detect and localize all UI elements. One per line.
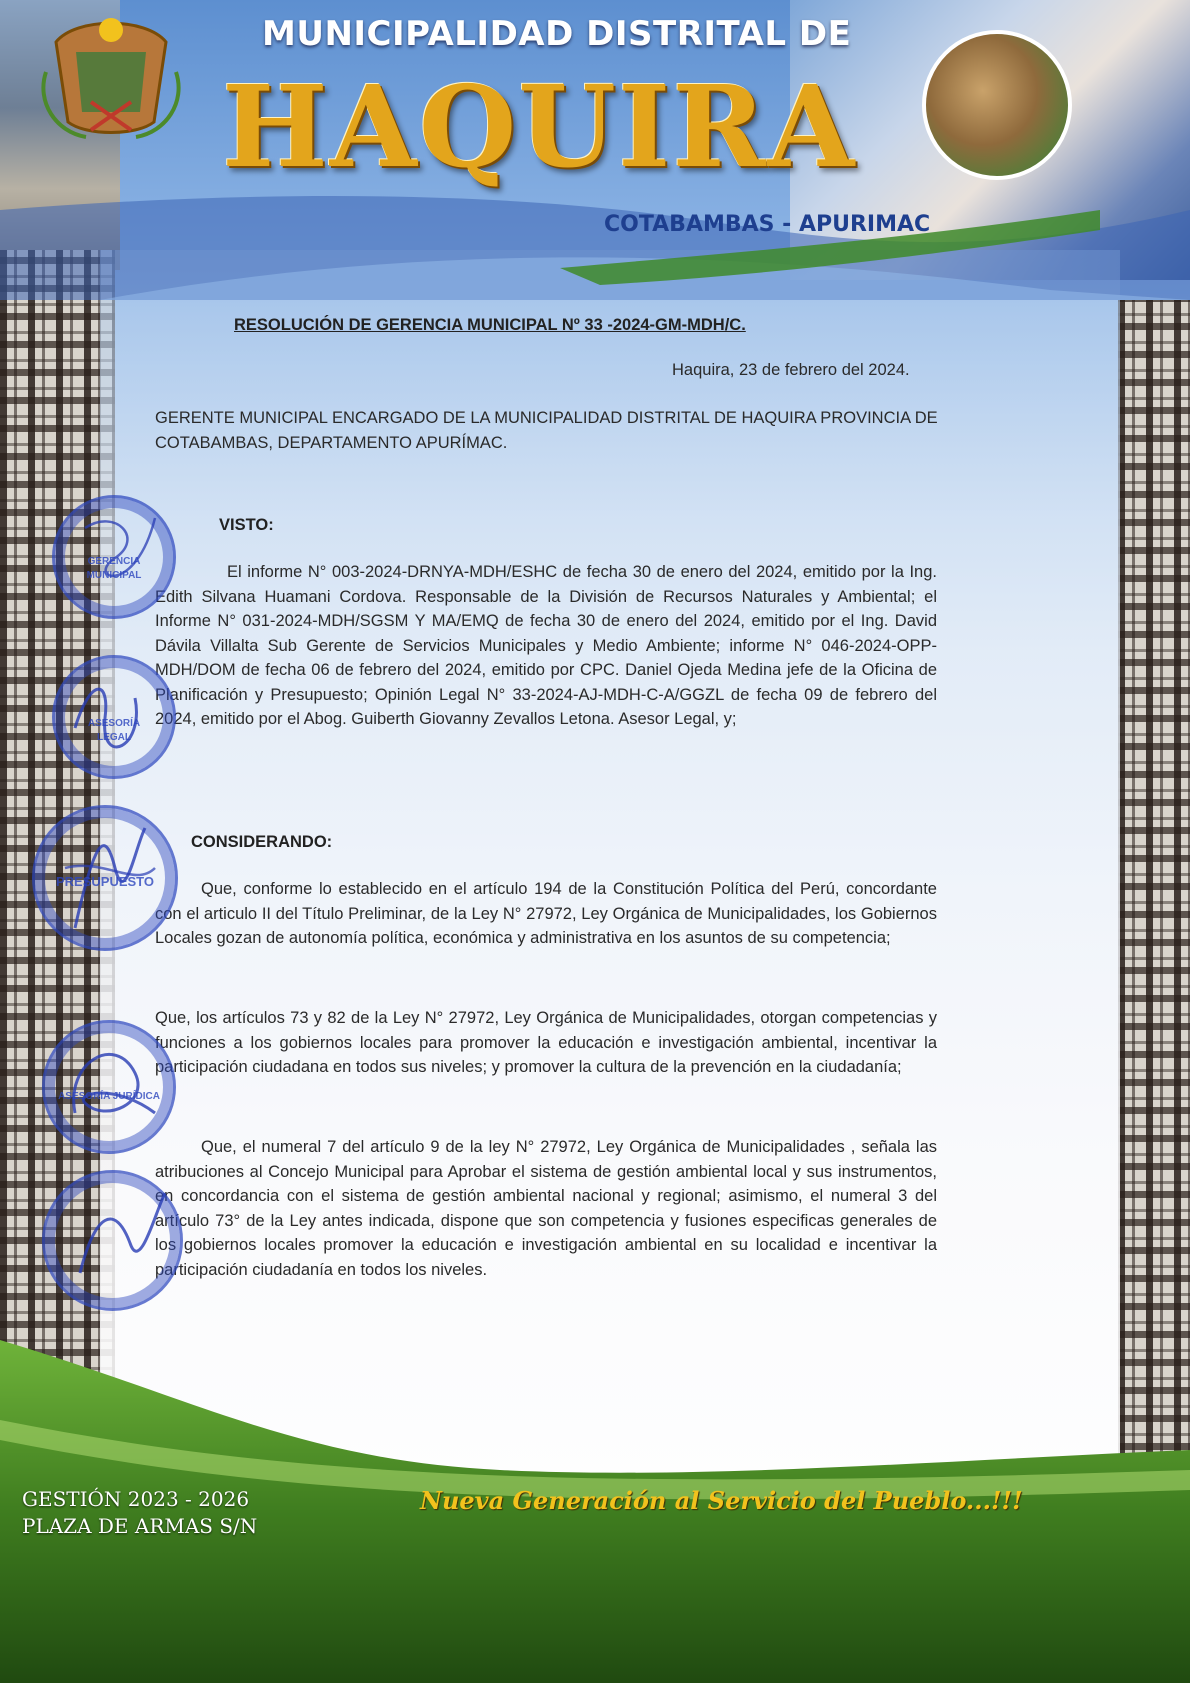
footer-slogan: Nueva Generación al Servicio del Pueblo...!!! xyxy=(420,1486,1023,1515)
signature-icon xyxy=(45,1023,173,1151)
seal-label-bottom: LEGAL xyxy=(97,732,131,743)
municipality-title: MUNICIPALIDAD DISTRITAL DE xyxy=(262,14,852,54)
document-date: Haquira, 23 de febrero del 2024. xyxy=(672,361,910,379)
district-name: HAQUIRA xyxy=(222,62,857,193)
seal-asesoria-legal xyxy=(52,655,176,779)
considerando-heading: CONSIDERANDO: xyxy=(191,833,333,851)
resolution-title: RESOLUCIÓN DE GERENCIA MUNICIPAL Nº 33 -2024-GM-MDH/C. xyxy=(234,316,746,334)
visto-paragraph: El informe N° 003-2024-DRNYA-MDH/ESHC de fecha 30 de enero del 2024, emitido por la Ing. Edith Silvana Huamani Cordova. Responsable de la División de Recursos Naturales y Ambiental; el Informe N° 031-2024-MDH/SGSM Y MA/EMQ de fecha 30 de enero del 2024, emitido por el Ing. David Dávila Villalta Sub Gerente de Servicios Municipales y Medio Ambiente; informe N° 046-2024-OPP-MDH/DOM de fecha 06 de febrero del 2024, emitido por CPC. Daniel Ojeda Medina jefe de la Oficina de Planificación y Presupuesto; Opinión Legal N° 33-2024-AJ-MDH-C-A/GGZL de fecha 09 de febrero del 2024, emitido por el Abog. Guiberth Giovanny Zevallos Letona. Asesor Legal, y; xyxy=(155,563,937,728)
footer-street: PLAZA DE ARMAS S/N xyxy=(22,1514,258,1538)
visto-heading: VISTO: xyxy=(219,516,274,534)
signature-icon xyxy=(45,1173,180,1308)
considerando-paragraph-1: Que, conforme lo establecido en el artículo 194 de la Constitución Política del Perú, concordante con el articulo II del Título Preliminar, de la Ley N° 27972, Ley Orgánica de Municipalidades, los Gobiernos Locales gozan de autonomía política, económica y administrativa en los asuntos de su competencia; xyxy=(155,880,937,947)
province-region: COTABAMBAS - APURIMAC xyxy=(604,212,931,237)
seal-asesoria-juridica xyxy=(42,1020,176,1154)
seal-gerencia-municipal xyxy=(52,495,176,619)
considerando-paragraph-2: Que, los artículos 73 y 82 de la Ley N° 27972, Ley Orgánica de Municipalidades, otorgan competencias y funciones a los gobiernos locales para promover la educación e investigación ambiental, incentivar la participación ciudadana en todos sus niveles; y promover la cultura de la prevención en la ciudadanía; xyxy=(155,1009,937,1076)
footer-address xyxy=(22,1486,282,1540)
seal-label-top: ASESORÍA JURÍDICA xyxy=(58,1091,160,1102)
signature-icon xyxy=(55,658,173,776)
coat-of-arms-icon xyxy=(36,12,186,142)
considerando-paragraph-3: Que, el numeral 7 del artículo 9 de la ley N° 27972, Ley Orgánica de Municipalidades , señala las atribuciones al Concejo Municipal para Aprobar el sistema de gestión ambiental local y sus instrumentos, en concordancia con el sistema de gestión ambiental nacional y regional; asimismo, el numeral 3 del artículo 73° de la Ley antes indicada, dispone que son competencia y fusiones especificas generales de los gobiernos locales promover la educación e investigación ambiental en su localidad e incentivar la participación ciudadanía en todos los niveles. xyxy=(155,1138,937,1279)
seal-label-bottom: MUNICIPAL xyxy=(86,570,142,581)
seal-bottom xyxy=(42,1170,183,1311)
issuer-block: GERENTE MUNICIPAL ENCARGADO DE LA MUNICIPALIDAD DISTRITAL DE HAQUIRA PROVINCIA DE COTABAMBAS, DEPARTAMENTO APURÍMAC. xyxy=(155,409,938,452)
seal-label-top: ASESORÍA xyxy=(87,718,141,729)
ruins-photo xyxy=(922,30,1072,180)
footer-term: GESTIÓN 2023 - 2026 xyxy=(22,1487,250,1511)
seal-label-top: PRESUPUESTO xyxy=(55,874,154,889)
seal-presupuesto xyxy=(32,805,178,951)
seal-label-top: GERENCIA xyxy=(87,556,141,567)
